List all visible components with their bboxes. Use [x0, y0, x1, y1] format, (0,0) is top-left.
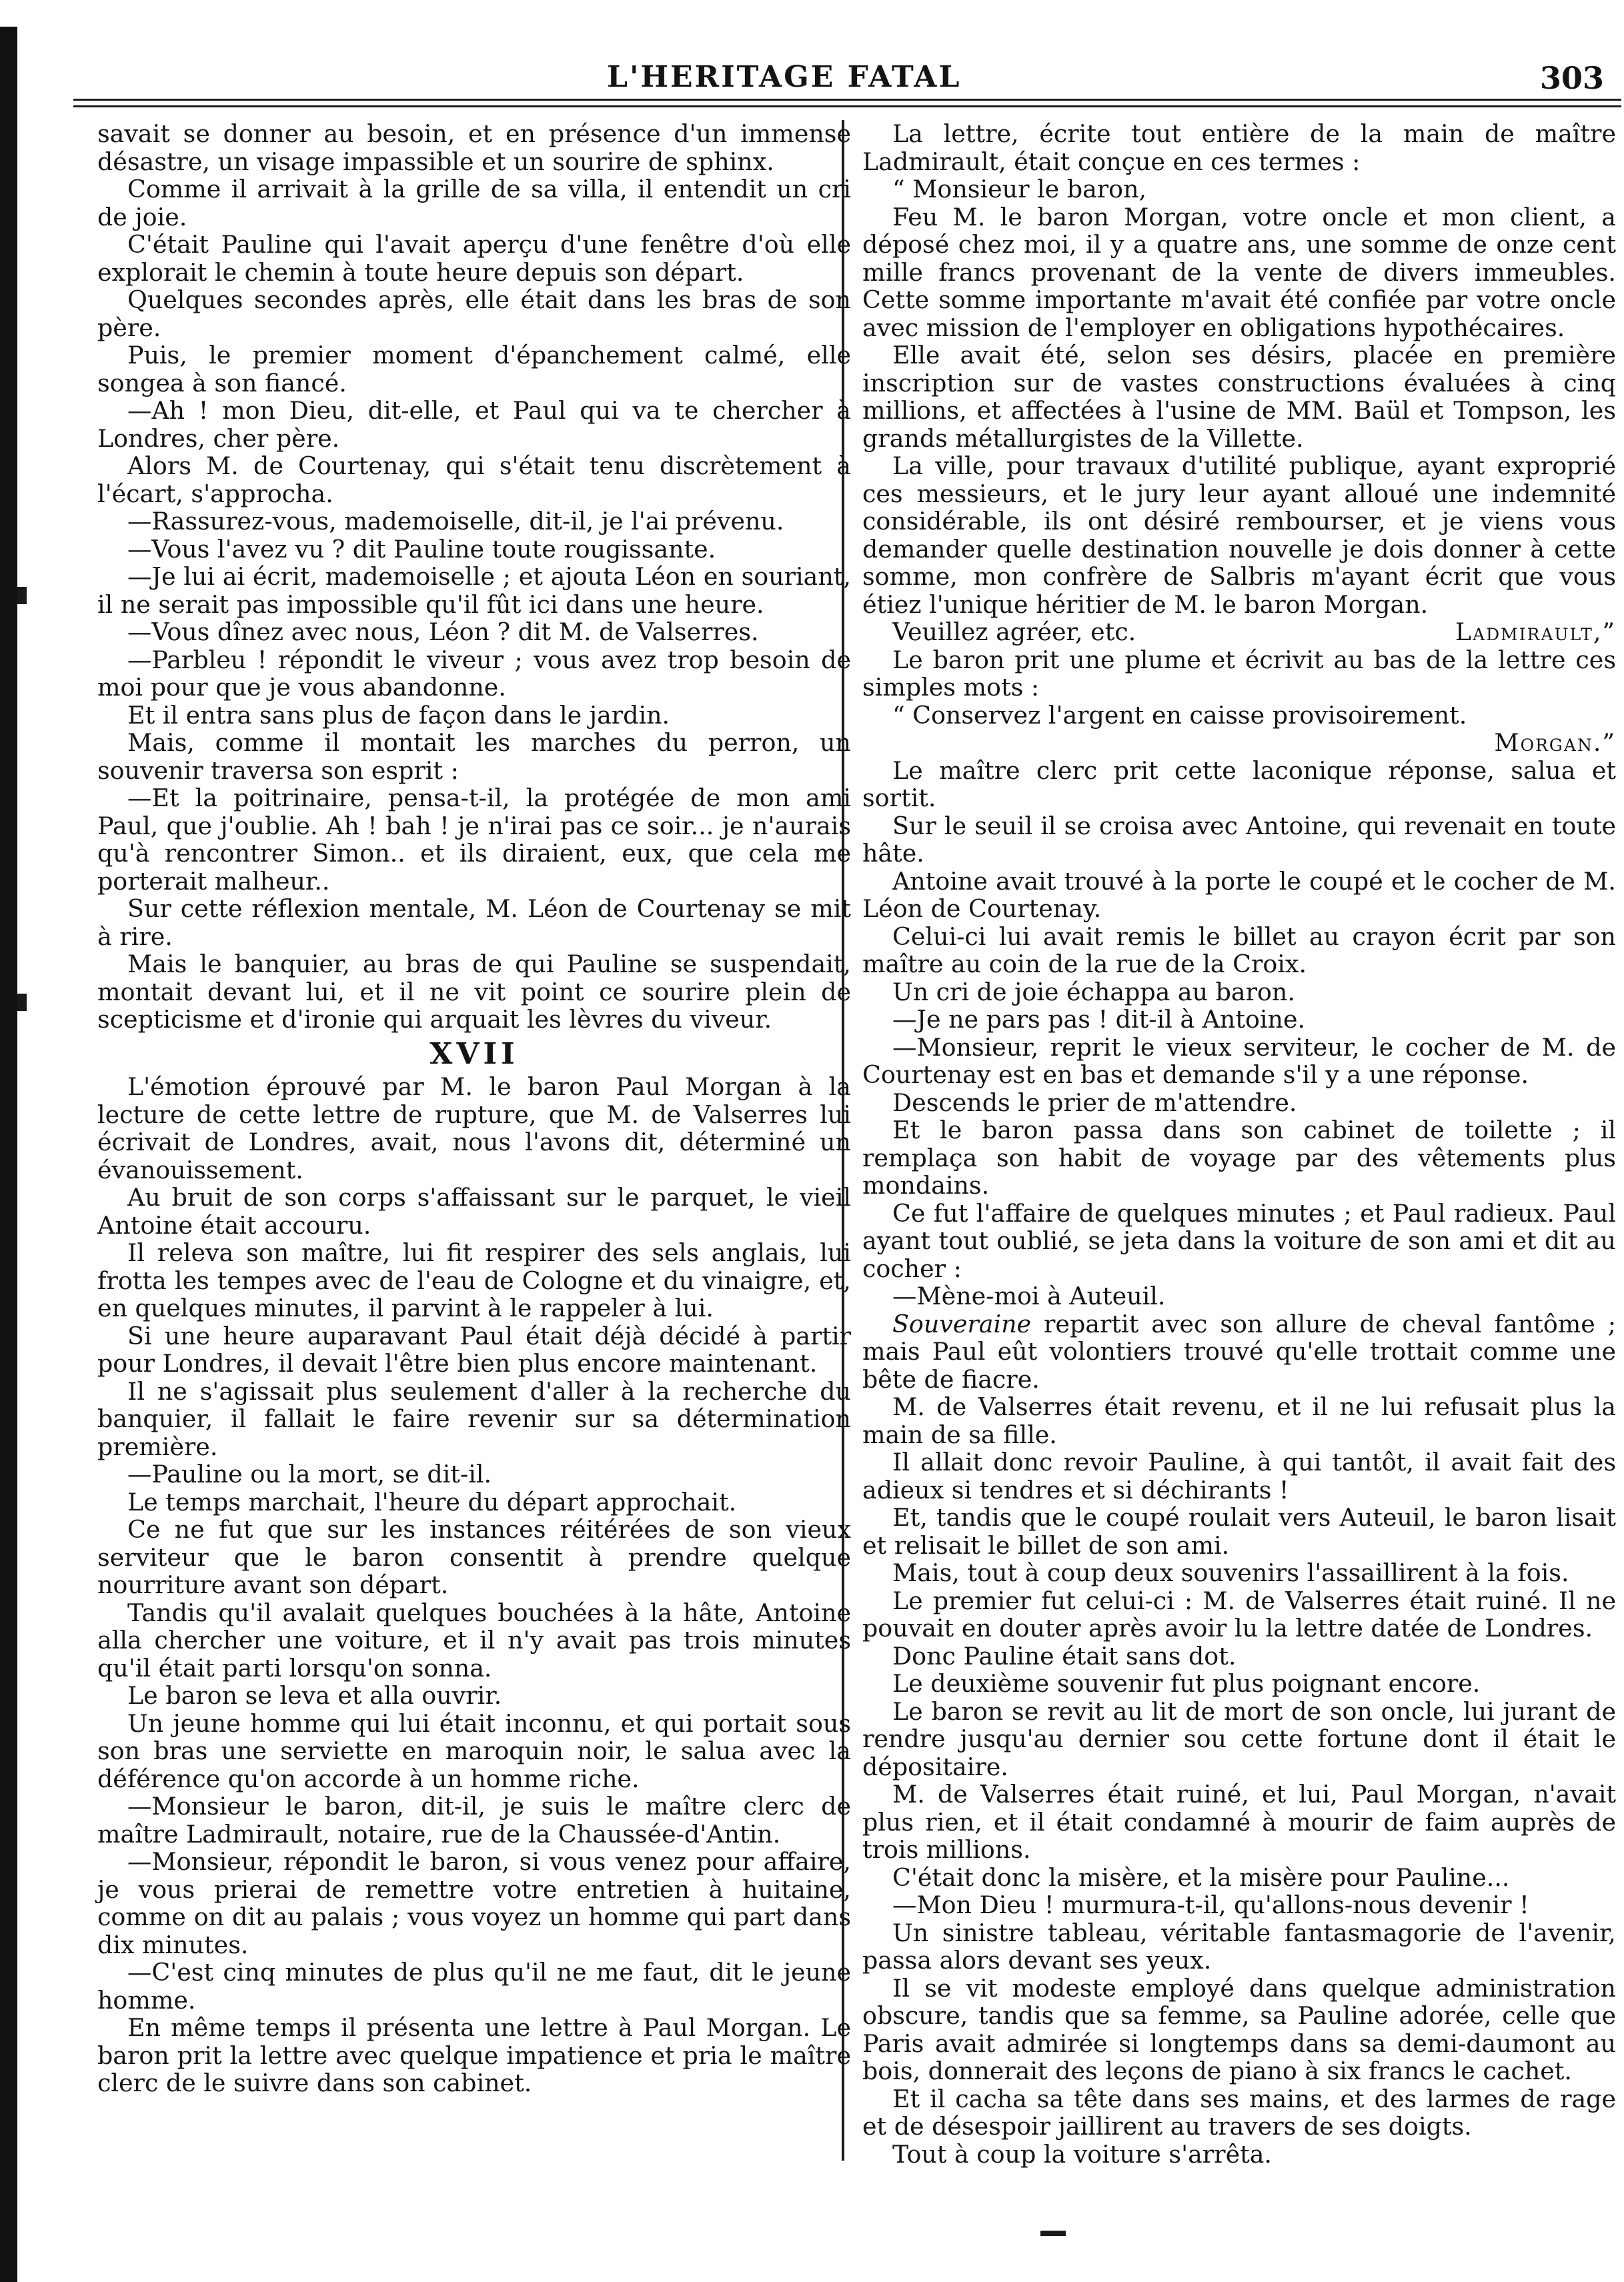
binding-clip: [17, 994, 27, 1011]
paragraph: Puis, le premier moment d'épanchement calmé, elle songea à son fiancé.: [97, 341, 851, 397]
paragraph: savait se donner au besoin, et en présence d'un immense désastre, un visage impassible et un sourire de sphinx.: [97, 119, 851, 176]
paragraph: —Je lui ai écrit, mademoiselle ; et ajouta Léon en souriant, il ne serait pas impossible qu'il fût ici dans une heure.: [97, 562, 851, 619]
paragraph: Ce ne fut que sur les instances réitérées de son vieux serviteur que le baron consentit à prendre quelque nourriture avant son départ.: [97, 1515, 851, 1599]
letter-paragraph: Elle avait été, selon ses désirs, placée en première inscription sur de vastes constructions évaluées à cinq millions, et affectées à l'usine de MM. Baül et Tompson, les grands métallurgistes de la Villette.: [862, 341, 1616, 453]
paragraph-group: [862, 1393, 1616, 2168]
paragraph: Mais le banquier, au bras de qui Pauline se suspendait, montait devant lui, et il ne vit point ce sourire plein de scepticisme et d'ironie qui arquait les lèvres du viveur.: [97, 950, 851, 1034]
paragraph: Et le baron passa dans son cabinet de toilette ; il remplaça son habit de voyage par des vêtements plus mondains.: [862, 1116, 1616, 1200]
letter-paragraph: La ville, pour travaux d'utilité publique, ayant exproprié ces messieurs, et le jury leur ayant alloué une indemnité considérable, ils ont désiré rembourser, et je viens vous demander quelle destination nouvelle je dois donner à cette somme, mon confrère de Salbris m'ayant écrit que vous étiez l'unique héritier de M. le baron Morgan.: [862, 451, 1616, 619]
paragraph: M. de Valserres était revenu, et il ne lui refusait plus la main de sa fille.: [862, 1392, 1616, 1449]
paragraph: —Je ne pars pas ! dit-il à Antoine.: [892, 1005, 1306, 1034]
paragraph: Le baron se revit au lit de mort de son oncle, lui jurant de rendre jusqu'au dernier sou cette fortune dont il était le dépositaire.: [862, 1696, 1616, 1781]
paragraph: Le deuxième souvenir fut plus poignant encore.: [892, 1669, 1481, 1698]
paragraph: M. de Valserres était ruiné, et lui, Paul Morgan, n'avait plus rien, et il était condamné à mourir de faim auprès de trois millions.: [862, 1780, 1616, 1864]
paragraph: —Vous l'avez vu ? dit Pauline toute rougissante.: [127, 534, 716, 563]
paragraph: Un jeune homme qui lui était inconnu, et qui portait sous son bras une serviette en maroquin noir, le salua avec la déférence qu'on accorde à un homme riche.: [97, 1708, 851, 1793]
left-column: [97, 120, 851, 2097]
letter-signature: Ladmirault,”: [1455, 618, 1616, 646]
paragraph: En même temps il présenta une lettre à Paul Morgan. Le baron prit la lettre avec quelque impatience et pria le maître clerc de le suivre dans son cabinet.: [97, 2013, 851, 2097]
letter-closing: Veuillez agréer, etc.: [892, 618, 1136, 646]
paragraph: Il ne s'agissait plus seulement d'aller à la recherche du banquier, il fallait le faire revenir sur sa détermination première.: [97, 1376, 851, 1461]
paragraph: Un cri de joie échappa au baron.: [892, 977, 1295, 1006]
reply-text: “ Conservez l'argent en caisse provisoirement.: [892, 700, 1467, 730]
binding-clip: [17, 587, 27, 604]
letter-paragraph: Feu M. le baron Morgan, votre oncle et mon client, a déposé chez moi, il y a quatre ans, une somme de onze cent mille francs provenant de la vente de divers immeubles. Cette somme importante m'avait été confiée par votre oncle avec mission de l'employer en obligations hypothécaires.: [862, 202, 1616, 342]
paragraph: —Pauline ou la mort, se dit-il.: [127, 1460, 492, 1488]
paragraph: —Parbleu ! répondit le viveur ; vous avez trop besoin de moi pour que je vous abandonne.: [97, 645, 851, 702]
paragraph: Si une heure auparavant Paul était déjà décidé à partir pour Londres, il devait l'être bien plus encore maintenant.: [97, 1321, 851, 1378]
paragraph: C'était Pauline qui l'avait aperçu d'une fenêtre d'où elle explorait le chemin à toute heure depuis son départ.: [97, 230, 851, 287]
reply-signature: Morgan.”: [1494, 728, 1616, 757]
horse-name: Souveraine: [892, 1309, 1032, 1338]
paragraph: Au bruit de son corps s'affaissant sur le parquet, le vieil Antoine était accouru.: [97, 1183, 851, 1240]
paragraph: Mais, comme il montait les marches du perron, un souvenir traversa son esprit :: [97, 728, 851, 785]
letter-salutation: “ Monsieur le baron,: [892, 175, 1147, 203]
paragraph: —Monsieur le baron, dit-il, je suis le maître clerc de maître Ladmirault, notaire, rue de la Chaussée-d'Antin.: [97, 1792, 851, 1849]
paragraph: Et, tandis que le coupé roulait vers Auteuil, le baron lisait et relisait le billet de son ami.: [862, 1503, 1616, 1560]
header-rule: [73, 99, 1621, 101]
paragraph: Ce fut l'affaire de quelques minutes ; et Paul radieux. Paul ayant tout oublié, se jeta dans la voiture de son ami et dit au cocher :: [862, 1198, 1616, 1283]
letter-intro: La lettre, écrite tout entière de la main de maître Ladmirault, était conçue en ces termes :: [862, 119, 1616, 176]
letter-closing-line: [862, 618, 1616, 646]
paragraph: —Mène-moi à Auteuil.: [892, 1282, 1166, 1310]
paragraph: Il releva son maître, lui fit respirer des sels anglais, lui frotta les tempes avec de l'eau de Cologne et du vinaigre, et, en quelques minutes, il parvint à le rappeler à lui.: [97, 1238, 851, 1322]
paragraph: Le premier fut celui-ci : M. de Valserres était ruiné. Il ne pouvait en douter après avoir lu la lettre datée de Londres.: [862, 1586, 1616, 1642]
chapter-heading: XVII: [430, 1036, 519, 1071]
paragraph: —Mon Dieu ! murmura-t-il, qu'allons-nous devenir !: [892, 1891, 1529, 1919]
paragraph: Quelques secondes après, elle était dans les bras de son père.: [97, 285, 851, 342]
paragraph: Et il cacha sa tête dans ses mains, et des larmes de rage et de désespoir jaillirent au travers de ses doigts.: [862, 2084, 1616, 2141]
paragraph: Il allait donc revoir Pauline, à qui tantôt, il avait fait des adieux si tendres et si déchirants !: [862, 1448, 1616, 1504]
paragraph: Celui-ci lui avait remis le billet au crayon écrit par son maître au coin de la rue de la Croix.: [862, 922, 1616, 978]
paragraph: Tout à coup la voiture s'arrêta.: [892, 2139, 1272, 2169]
paragraph: Antoine avait trouvé à la porte le coupé et le cocher de M. Léon de Courtenay.: [862, 866, 1616, 923]
paragraph: Comme il arrivait à la grille de sa villa, il entendit un cri de joie.: [97, 175, 851, 231]
paragraph-souveraine: [862, 1310, 1616, 1394]
paragraph: —Monsieur, reprit le vieux serviteur, le cocher de M. de Courtenay est en bas et demande s'il y a une réponse.: [862, 1032, 1616, 1089]
page-header: [73, 52, 1621, 103]
paragraph: —Et la poitrinaire, pensa-t-il, la protégée de mon ami Paul, que j'oublie. Ah ! bah ! je n'irai pas ce soir... je n'aurais qu'à rencontrer Simon.. et ils diraient, eux, que cela me porterait malheur..: [97, 784, 851, 896]
print-mark: [1040, 2231, 1066, 2236]
paragraph: Donc Pauline était sans dot.: [892, 1641, 1237, 1670]
paragraph-group: [97, 1073, 851, 2097]
paragraph-group: [97, 120, 851, 1034]
paragraph: Sur cette réflexion mentale, M. Léon de Courtenay se mit à rire.: [97, 894, 851, 951]
header-rule: [73, 105, 1621, 107]
paragraph: Le temps marchait, l'heure du départ approchait.: [127, 1487, 737, 1516]
paragraph: Le maître clerc prit cette laconique réponse, salua et sortit.: [862, 756, 1616, 812]
paragraph: C'était donc la misère, et la misère pour Pauline...: [892, 1863, 1510, 1892]
reply-intro: Le baron prit une plume et écrivit au bas de la lettre ces simples mots :: [862, 645, 1616, 702]
paragraph: Descends le prier de m'attendre.: [892, 1088, 1297, 1117]
paragraph: Et il entra sans plus de façon dans le jardin.: [127, 700, 670, 730]
paragraph: Sur le seuil il se croisa avec Antoine, qui revenait en toute hâte.: [862, 811, 1616, 868]
paragraph: Le baron se leva et alla ouvrir.: [127, 1681, 502, 1710]
paragraph: Mais, tout à coup deux souvenirs l'assaillirent à la fois.: [892, 1558, 1569, 1587]
paragraph: —Ah ! mon Dieu, dit-elle, et Paul qui va te chercher à Londres, cher père.: [97, 396, 851, 453]
paragraph: —Rassurez-vous, mademoiselle, dit-il, je l'ai prévenu.: [127, 507, 784, 535]
paragraph: Tandis qu'il avalait quelques bouchées à la hâte, Antoine alla chercher une voiture, et il n'y avait pas trois minutes qu'il était parti lorsqu'on sonna.: [97, 1598, 851, 1682]
paragraph: —Monsieur, répondit le baron, si vous venez pour affaire, je vous prierai de remettre votre entretien à huitaine, comme on dit au palais ; vous voyez un homme qui part dans dix minutes.: [97, 1847, 851, 1959]
paragraph: —C'est cinq minutes de plus qu'il ne me faut, dit le jeune homme.: [97, 1958, 851, 2015]
paragraph-text: repartit avec son allure de cheval fantôme ; mais Paul eût volontiers trouvé qu'elle trottait comme une bête de fiacre.: [862, 1309, 1616, 1394]
paragraph: L'émotion éprouvé par M. le baron Paul Morgan à la lecture de cette lettre de rupture, que M. de Valserres lui écrivait de Londres, avait, nous l'avons dit, déterminé un évanouissement.: [97, 1072, 851, 1184]
page-number: 303: [1539, 60, 1604, 96]
running-title: L'HERITAGE FATAL: [607, 60, 962, 94]
paragraph: Un sinistre tableau, véritable fantasmagorie de l'avenir, passa alors devant ses yeux.: [862, 1918, 1616, 1975]
right-column: [862, 120, 1616, 2168]
paragraph: Alors M. de Courtenay, qui s'était tenu discrètement à l'écart, s'approcha.: [97, 451, 851, 508]
paragraph: —Vous dînez avec nous, Léon ? dit M. de Valserres.: [127, 618, 759, 646]
paragraph-group: [862, 757, 1616, 1310]
binding-edge: [0, 27, 17, 2282]
letter-body: [862, 203, 1616, 619]
paragraph: Il se vit modeste employé dans quelque administration obscure, tandis que sa femme, sa Pauline adorée, celle que Paris avait admirée si longtemps dans sa demi-daumont au bois, donnerait des leçons de piano à six francs le cachet.: [862, 1973, 1616, 2085]
